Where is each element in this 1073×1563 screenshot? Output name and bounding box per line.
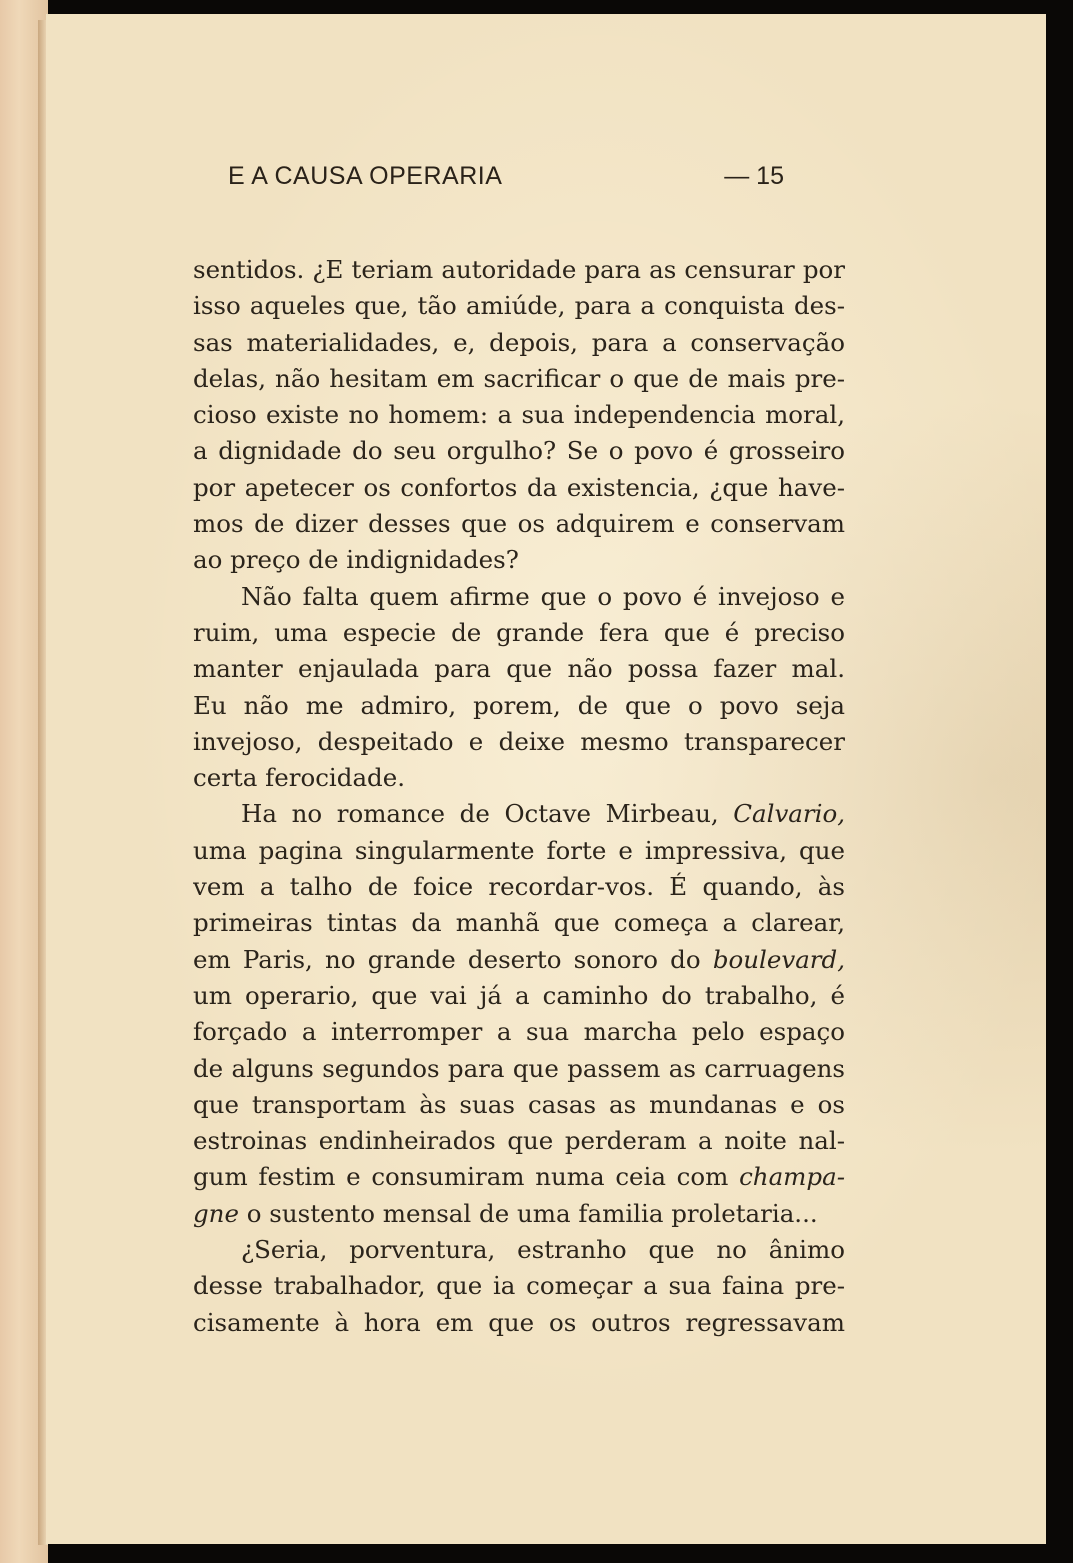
text-line: primeiras tintas da manhã que começa a clarear,	[193, 908, 845, 938]
text-line: por apetecer os confortos da existencia, ¿que have-	[193, 472, 845, 502]
text-run: Ha no romance de Octave Mirbeau,	[241, 799, 734, 829]
italic-word: champa-	[739, 1162, 845, 1192]
text-line: ¿Seria, porventura, estranho que no ânimo	[241, 1235, 845, 1265]
running-head	[228, 162, 784, 196]
text-line	[193, 796, 845, 832]
text-line	[193, 1159, 845, 1195]
running-title: E A CAUSA OPERARIA	[228, 162, 503, 190]
text-line: uma pagina singularmente forte e impressiva, que	[193, 835, 845, 865]
text-line: certa ferocidade.	[193, 763, 406, 793]
text-line: um operario, que vai já a caminho do trabalho, é	[193, 980, 845, 1010]
text-line: cioso existe no homem: a sua independencia moral,	[193, 400, 845, 430]
text-run: em Paris, no grande deserto sonoro do	[193, 944, 713, 974]
text-line: estroinas endinheirados que perderam a noite nal-	[193, 1126, 845, 1156]
text-line: isso aqueles que, tão amiúde, para a conquista des-	[193, 291, 845, 321]
text-run: gum festim e consumiram numa ceia com	[193, 1162, 740, 1192]
body-text	[193, 252, 845, 1341]
text-line: vem a talho de foice recordar-vos. É quando, às	[193, 872, 845, 902]
text-line: invejoso, despeitado e deixe mesmo transparecer	[193, 726, 845, 756]
italic-word: gne	[193, 1198, 239, 1228]
text-line: desse trabalhador, que ia começar a sua faina pre-	[193, 1271, 845, 1301]
text-run: o sustento mensal de uma familia proletaria...	[238, 1198, 818, 1228]
text-line	[193, 942, 845, 978]
text-line: Não falta quem afirme que o povo é invejoso e	[241, 581, 845, 611]
text-line: de alguns segundos para que passem as carruagens	[193, 1053, 845, 1083]
text-line: delas, não hesitam em sacrificar o que de mais pre-	[193, 363, 845, 393]
italic-title: Calvario,	[733, 799, 845, 829]
text-line: sentidos. ¿E teriam autoridade para as censurar por	[193, 255, 845, 284]
text-line: forçado a interromper a sua marcha pelo espaço	[193, 1017, 845, 1047]
text-line: Eu não me admiro, porem, de que o povo seja	[193, 690, 845, 720]
text-line: ao preço de indignidades?	[193, 545, 519, 575]
italic-word: boulevard,	[712, 944, 845, 974]
text-line: mos de dizer desses que os adquirem e conservam	[193, 509, 845, 539]
text-line: sas materialidades, e, depois, para a conservação	[193, 327, 845, 357]
text-line: manter enjaulada para que não possa fazer mal.	[193, 654, 845, 684]
text-line: cisamente à hora em que os outros regressavam	[193, 1307, 845, 1337]
text-line: a dignidade do seu orgulho? Se o povo é grosseiro	[193, 436, 845, 466]
text-line	[193, 1196, 845, 1232]
page-number: — 15	[724, 162, 784, 190]
text-line: ruim, uma especie de grande fera que é preciso	[193, 617, 845, 647]
text-line: que transportam às suas casas as mundanas e os	[193, 1089, 845, 1119]
